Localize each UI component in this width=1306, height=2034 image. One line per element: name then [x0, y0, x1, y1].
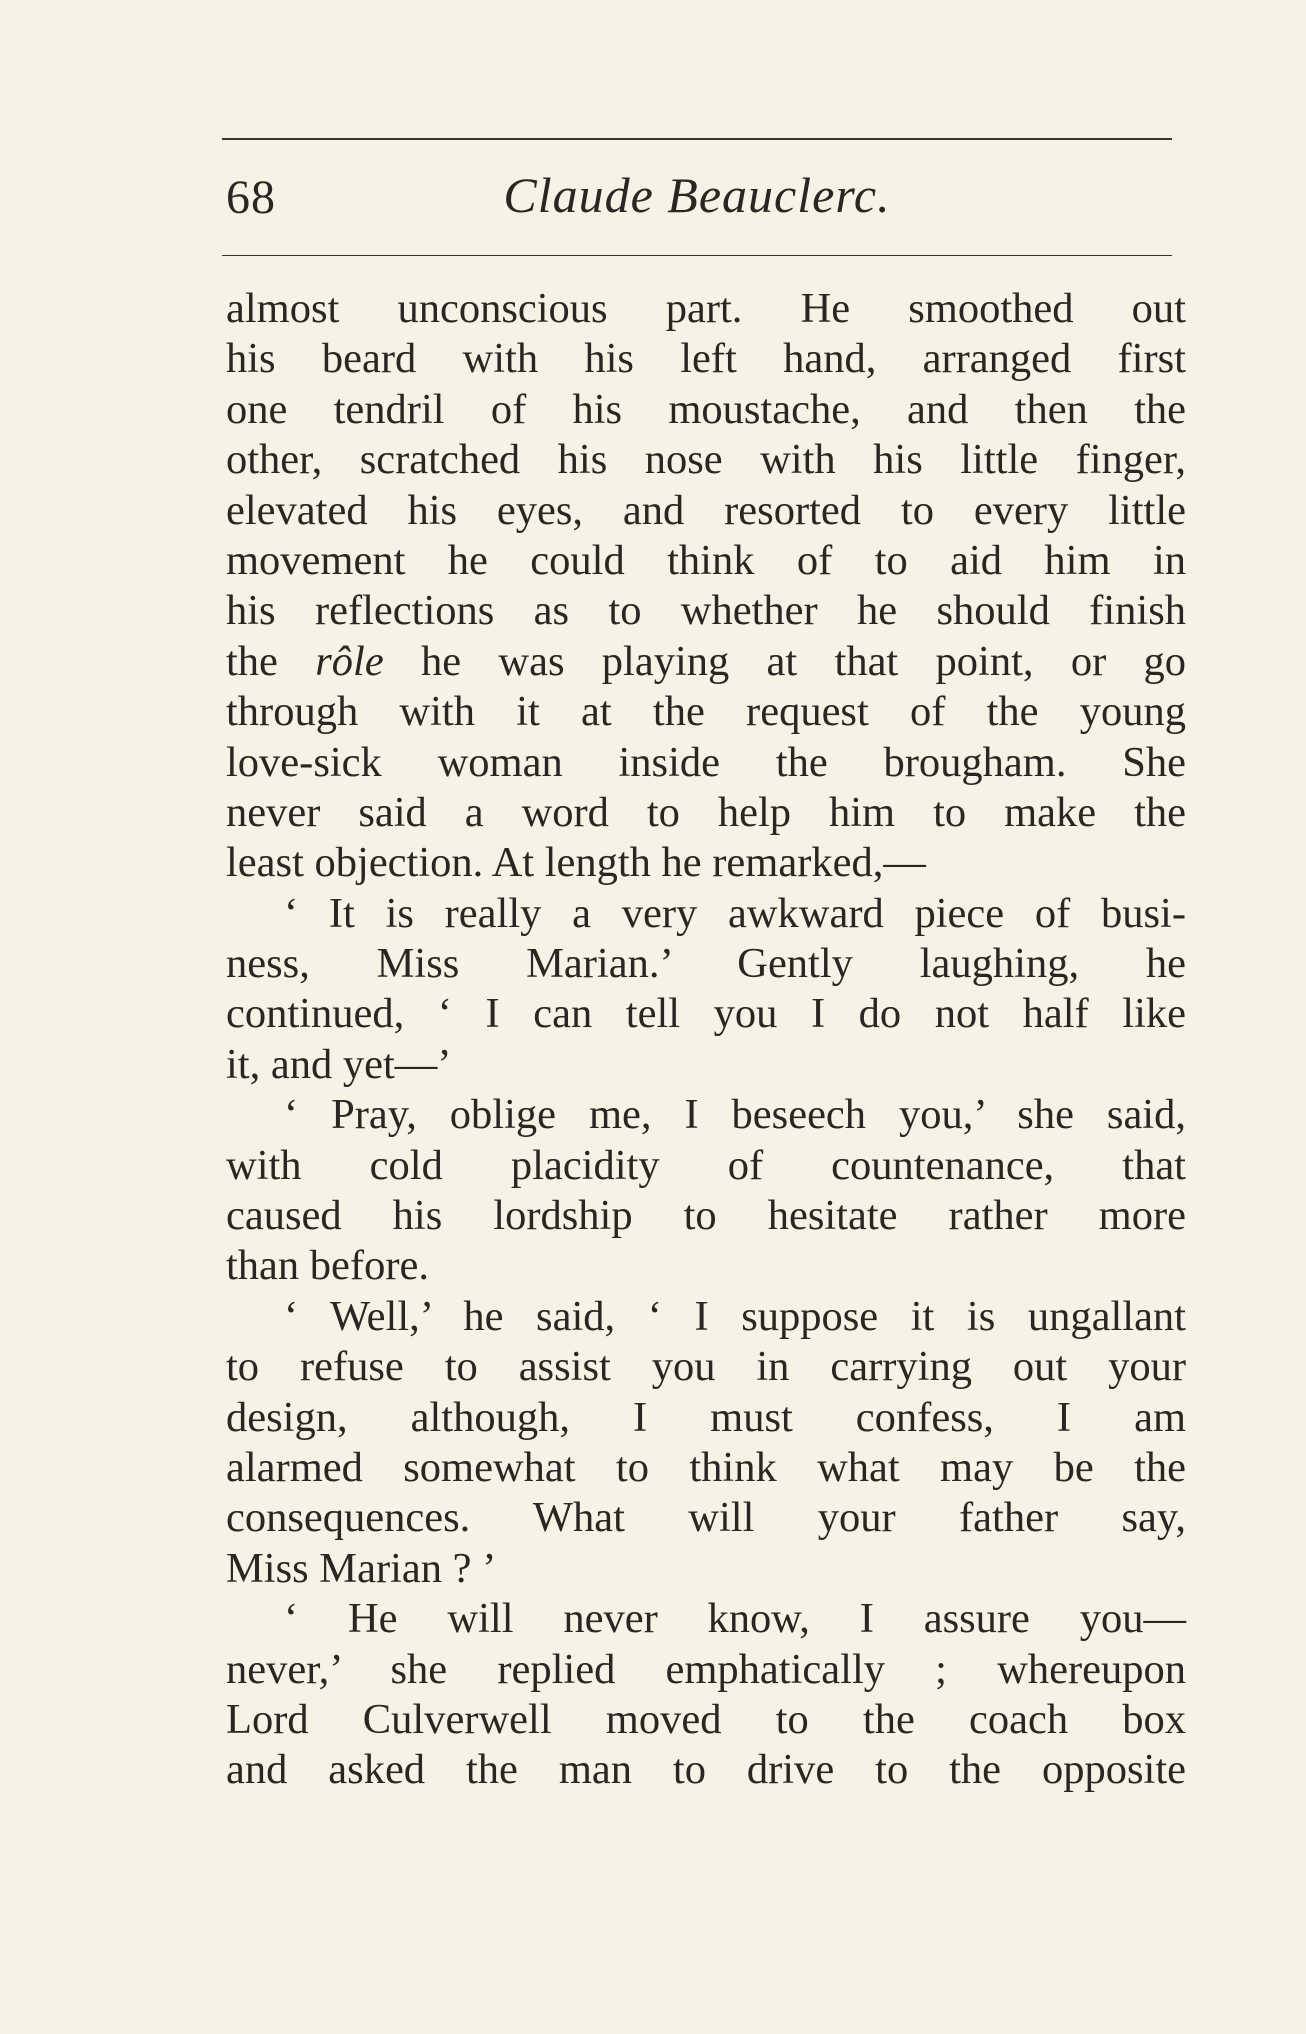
italic-word: rôle [315, 637, 384, 685]
text-line: ness, Miss Marian.’ Gently laughing, he [226, 940, 1186, 988]
text-line: through with it at the request of the young [226, 688, 1186, 736]
text-line: Miss Marian ? ’ [226, 1544, 497, 1592]
text-line: least objection. At length he remarked,— [226, 839, 926, 887]
text-fragment: the [226, 637, 278, 685]
text-line: ‘ He will never know, I assure you— [284, 1595, 1186, 1643]
text-line [226, 637, 1186, 687]
text-line: continued, ‘ I can tell you I do not half like [226, 990, 1186, 1038]
text-line: design, although, I must confess, I am [226, 1393, 1186, 1441]
text-line: his reflections as to whether he should finish [226, 587, 1186, 635]
text-line: than before. [226, 1242, 429, 1290]
text-line: his beard with his left hand, arranged first [226, 335, 1186, 383]
text-line: one tendril of his moustache, and then the [226, 385, 1186, 433]
text-line: ‘ It is really a very awkward piece of busi- [284, 889, 1186, 937]
text-line: movement he could think of to aid him in [226, 536, 1186, 584]
text-line: Lord Culverwell moved to the coach box [226, 1695, 1186, 1743]
text-fragment: he was playing at that point, or go [420, 637, 1187, 685]
header-top-rule [222, 138, 1172, 140]
text-line: caused his lordship to hesitate rather more [226, 1192, 1186, 1240]
text-line: consequences. What will your father say, [226, 1494, 1186, 1542]
body-text [226, 284, 1186, 1796]
text-line: never,’ she replied emphatically ; whereupon [226, 1645, 1186, 1693]
text-line: elevated his eyes, and resorted to every little [226, 486, 1186, 534]
page-number: 68 [226, 171, 276, 224]
page-header [222, 160, 1172, 240]
text-line: other, scratched his nose with his little finger, [226, 436, 1186, 484]
text-line: love-sick woman inside the brougham. She [226, 738, 1186, 786]
header-bottom-rule [222, 255, 1172, 256]
text-line: it, and yet—’ [226, 1040, 452, 1088]
text-line: ‘ Pray, oblige me, I beseech you,’ she said, [284, 1091, 1186, 1139]
text-line: to refuse to assist you in carrying out your [226, 1343, 1186, 1391]
text-line: with cold placidity of countenance, that [226, 1141, 1186, 1189]
text-line: ‘ Well,’ he said, ‘ I suppose it is ungallant [284, 1292, 1186, 1340]
text-line: never said a word to help him to make the [226, 788, 1186, 836]
text-line: alarmed somewhat to think what may be the [226, 1443, 1186, 1491]
text-line: and asked the man to drive to the opposite [226, 1746, 1186, 1794]
running-title: Claude Beauclerc. [503, 167, 891, 223]
text-line: almost unconscious part. He smoothed out [226, 285, 1186, 332]
